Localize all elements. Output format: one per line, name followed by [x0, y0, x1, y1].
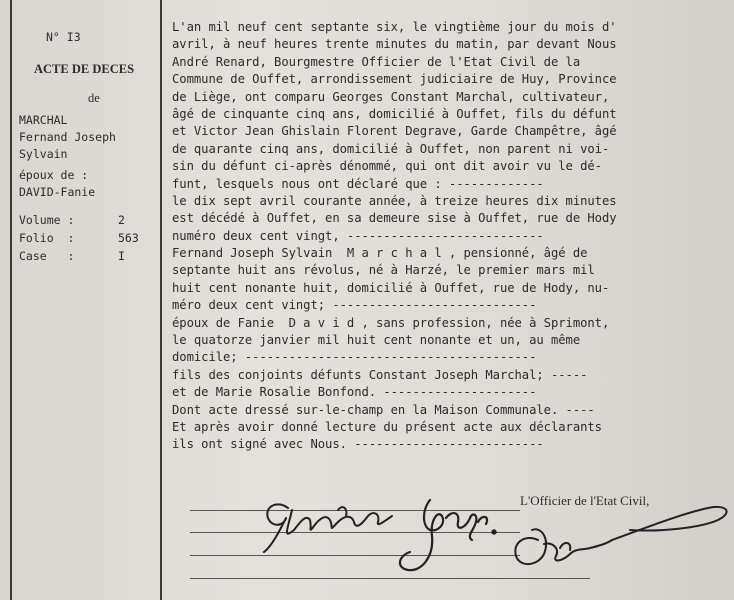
body-line: Et après avoir donné lecture du présent acte aux déclarants — [172, 419, 602, 434]
body-line: et Victor Jean Ghislain Florent Degrave, Garde Champêtre, âgé — [172, 124, 617, 139]
folio-value: 563 — [118, 231, 139, 245]
signatures — [160, 470, 734, 600]
case-label: Case : — [19, 249, 75, 263]
spouse-label: époux de : — [19, 168, 89, 182]
body-line: Commune de Ouffet, arrondissement judiciaire de Huy, Province — [172, 72, 617, 87]
body-line: huit cent nonante huit, domicilié à Ouffet, rue de Hody, nu- — [172, 280, 610, 295]
body-line: domicile; ---------------------------------------- — [172, 350, 537, 365]
deceased-surname: MARCHAL — [19, 113, 68, 127]
body-line: de Liège, ont comparu Georges Constant Marchal, cultivateur, — [172, 89, 610, 104]
signature-degrave — [400, 500, 496, 570]
act-number: N° I3 — [46, 30, 81, 44]
body-line: L'an mil neuf cent septante six, le vingtième jour du mois d' — [172, 20, 617, 34]
body-line: Fernand Joseph Sylvain M a r c h a l , pensionné, âgé de — [172, 246, 588, 261]
signature-marchal — [264, 504, 392, 552]
case-value: I — [118, 249, 125, 263]
body-line: sin du défunt ci-après dénommé, qui ont dit avoir vu le dé- — [172, 159, 602, 174]
body-line: âgé de cinquante cinq ans, domicilié à Ouffet, fils du défunt — [172, 106, 617, 121]
deceased-given-names-1: Fernand Joseph — [19, 130, 116, 144]
official-label: L'Officier de l'Etat Civil, — [520, 493, 650, 508]
body-line: fils des conjoints défunts Constant Joseph Marchal; ----- — [172, 367, 588, 382]
deceased-given-names-2: Sylvain — [19, 147, 68, 161]
spouse-name: DAVID-Fanie — [19, 185, 96, 199]
body-line: le dix sept avril courante année, à treize heures dix minutes — [172, 193, 617, 208]
body-line: est décédé à Ouffet, en sa demeure sise à Ouffet, rue de Hody — [172, 211, 617, 226]
body-line: le quatorze janvier mil huit cent nonante et un, au même — [172, 333, 581, 348]
act-title: ACTE DE DECES — [34, 62, 135, 76]
volume-label: Volume : — [19, 213, 75, 227]
body-line: septante huit ans révolus, né à Harzé, le premier mars mil — [172, 263, 595, 278]
body-line: méro deux cent vingt; ---------------------------- — [172, 298, 537, 313]
body-line: André Renard, Bourgmestre Officier de l'Etat Civil de la — [172, 54, 581, 69]
body-line: époux de Fanie D a v i d , sans profession, née à Sprimont, — [172, 315, 610, 330]
body-line: ils ont signé avec Nous. -------------------------- — [172, 437, 544, 452]
folio-label: Folio : — [19, 231, 75, 245]
body-line: funt, lesquels nous ont déclaré que : ------------- — [172, 176, 544, 191]
margin-column — [0, 0, 162, 600]
body-line: et de Marie Rosalie Bonfond. --------------------- — [172, 385, 537, 400]
body-line: Dont acte dressé sur-le-champ en la Maison Communale. ---- — [172, 402, 595, 417]
volume-value: 2 — [118, 213, 125, 227]
act-body — [172, 19, 722, 454]
signature-officer — [515, 507, 726, 564]
de-label: de — [88, 91, 100, 105]
body-line: avril, à neuf heures trente minutes du matin, par devant Nous — [172, 37, 617, 52]
body-line: numéro deux cent vingt, --------------------------- — [172, 228, 544, 243]
body-line: de quarante cinq ans, domicilié à Ouffet, non parent ni voi- — [172, 141, 610, 156]
